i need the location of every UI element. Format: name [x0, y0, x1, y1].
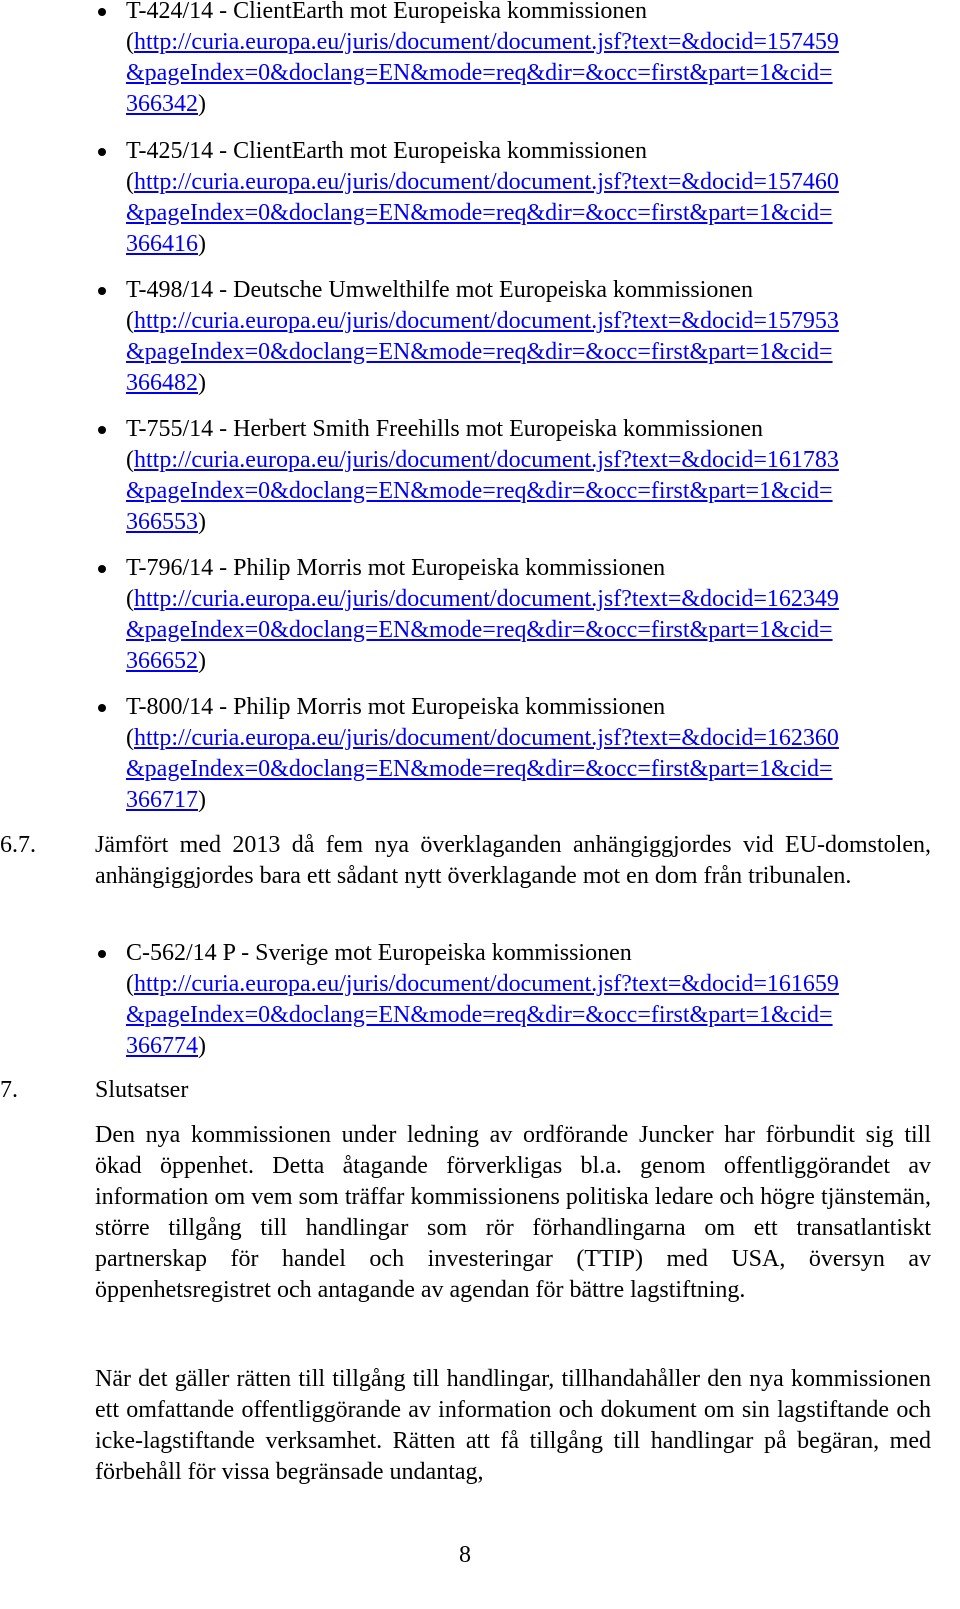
section-number: 7.: [0, 1077, 18, 1103]
section-number: 6.7.: [0, 832, 36, 858]
case-item: T-425/14 - ClientEarth mot Europeiska kommissionen (http://curia.europa.eu/juris/document/document.jsf?text=&docid=157460 &pageIndex=0&doclang=EN&mode=req&dir=&occ=first&part=1&cid= 366416): [126, 136, 936, 260]
case-link[interactable]: 366553: [126, 509, 198, 535]
case-link[interactable]: http://curia.europa.eu/juris/document/document.jsf?text=&docid=157460: [134, 169, 839, 195]
case-link[interactable]: &pageIndex=0&doclang=EN&mode=req&dir=&occ=first&part=1&cid=: [126, 617, 833, 643]
case-title: T-800/14 - Philip Morris mot Europeiska kommissionen: [126, 694, 666, 720]
case-title: T-425/14 - ClientEarth mot Europeiska kommissionen: [126, 138, 648, 164]
bullet-icon: [98, 950, 106, 958]
case-link[interactable]: 366717: [126, 787, 198, 813]
bullet-icon: [98, 565, 106, 573]
case-title: T-424/14 - ClientEarth mot Europeiska kommissionen: [126, 0, 648, 24]
case-link[interactable]: 366342: [126, 91, 198, 117]
case-link[interactable]: &pageIndex=0&doclang=EN&mode=req&dir=&occ=first&part=1&cid=: [126, 60, 833, 86]
case-title: C-562/14 P - Sverige mot Europeiska kommissionen: [126, 940, 632, 966]
conclusion-paragraph: När det gäller rätten till tillgång till handlingar, tillhandahåller den nya kommissionen ett omfattande offentliggörande av information och dokument om sin lagstiftande och icke-lagstiftande verksamhet. Rätten att få tillgång till handlingar på begäran, med förbehåll för vissa begränsade undantag,: [95, 1366, 931, 1485]
case-item: T-800/14 - Philip Morris mot Europeiska kommissionen (http://curia.europa.eu/juris/document/document.jsf?text=&docid=162360 &pageIndex=0&doclang=EN&mode=req&dir=&occ=first&part=1&cid= 366717): [126, 692, 936, 816]
case-link[interactable]: http://curia.europa.eu/juris/document/document.jsf?text=&docid=161659: [134, 971, 839, 997]
case-link[interactable]: http://curia.europa.eu/juris/document/document.jsf?text=&docid=161783: [134, 447, 839, 473]
bullet-icon: [98, 287, 106, 295]
case-link[interactable]: 366774: [126, 1033, 198, 1059]
case-link[interactable]: &pageIndex=0&doclang=EN&mode=req&dir=&occ=first&part=1&cid=: [126, 339, 833, 365]
page-number: 8: [459, 1542, 471, 1568]
case-link[interactable]: http://curia.europa.eu/juris/document/document.jsf?text=&docid=157459: [134, 29, 839, 55]
case-title: T-755/14 - Herbert Smith Freehills mot Europeiska kommissionen: [126, 416, 764, 442]
bullet-icon: [98, 704, 106, 712]
bullet-icon: [98, 148, 106, 156]
section-paragraph: Jämfört med 2013 då fem nya överklaganden anhängiggjordes vid EU-domstolen, anhängiggjordes bara ett sådant nytt överklagande mot en dom från tribunalen.: [95, 832, 931, 889]
case-link[interactable]: 366416: [126, 231, 198, 257]
case-item: T-424/14 - ClientEarth mot Europeiska kommissionen (http://curia.europa.eu/juris/document/document.jsf?text=&docid=157459 &pageIndex=0&doclang=EN&mode=req&dir=&occ=first&part=1&cid= 366342): [126, 0, 936, 120]
section-heading: Slutsatser: [95, 1077, 189, 1103]
case-link[interactable]: http://curia.europa.eu/juris/document/document.jsf?text=&docid=162360: [134, 725, 839, 751]
case-link[interactable]: http://curia.europa.eu/juris/document/document.jsf?text=&docid=157953: [134, 308, 839, 334]
case-link[interactable]: http://curia.europa.eu/juris/document/document.jsf?text=&docid=162349: [134, 586, 839, 612]
bullet-icon: [98, 426, 106, 434]
case-item: T-498/14 - Deutsche Umwelthilfe mot Europeiska kommissionen (http://curia.europa.eu/juris/document/document.jsf?text=&docid=157953 &pageIndex=0&doclang=EN&mode=req&dir=&occ=first&part=1&cid= 366482): [126, 275, 936, 399]
bullet-icon: [98, 8, 106, 16]
conclusion-paragraph: Den nya kommissionen under ledning av ordförande Juncker har förbundit sig till ökad öppenhet. Detta åtagande förverkligas bl.a. genom offentliggörandet av information om vem som träffar kommissionens politiska ledare och högre tjänstemän, större tillgång till handlingar som rör förhandlingarna om ett transatlantiskt partnerskap för handel och investeringar (TTIP) med USA, översyn av öppenhetsregistret och antagande av agendan för bättre lagstiftning.: [95, 1122, 931, 1303]
case-title: T-498/14 - Deutsche Umwelthilfe mot Europeiska kommissionen: [126, 277, 754, 303]
case-link[interactable]: &pageIndex=0&doclang=EN&mode=req&dir=&occ=first&part=1&cid=: [126, 478, 833, 504]
case-link[interactable]: 366482: [126, 370, 198, 396]
case-link[interactable]: 366652: [126, 648, 198, 674]
case-link[interactable]: &pageIndex=0&doclang=EN&mode=req&dir=&occ=first&part=1&cid=: [126, 756, 833, 782]
case-item: T-796/14 - Philip Morris mot Europeiska kommissionen (http://curia.europa.eu/juris/document/document.jsf?text=&docid=162349 &pageIndex=0&doclang=EN&mode=req&dir=&occ=first&part=1&cid= 366652): [126, 553, 936, 677]
case-link[interactable]: &pageIndex=0&doclang=EN&mode=req&dir=&occ=first&part=1&cid=: [126, 1002, 833, 1028]
case-item: C-562/14 P - Sverige mot Europeiska kommissionen (http://curia.europa.eu/juris/document/document.jsf?text=&docid=161659 &pageIndex=0&doclang=EN&mode=req&dir=&occ=first&part=1&cid= 366774): [126, 938, 936, 1062]
case-item: T-755/14 - Herbert Smith Freehills mot Europeiska kommissionen (http://curia.europa.eu/juris/document/document.jsf?text=&docid=161783 &pageIndex=0&doclang=EN&mode=req&dir=&occ=first&part=1&cid= 366553): [126, 414, 936, 538]
case-link[interactable]: &pageIndex=0&doclang=EN&mode=req&dir=&occ=first&part=1&cid=: [126, 200, 833, 226]
case-title: T-796/14 - Philip Morris mot Europeiska kommissionen: [126, 555, 666, 581]
